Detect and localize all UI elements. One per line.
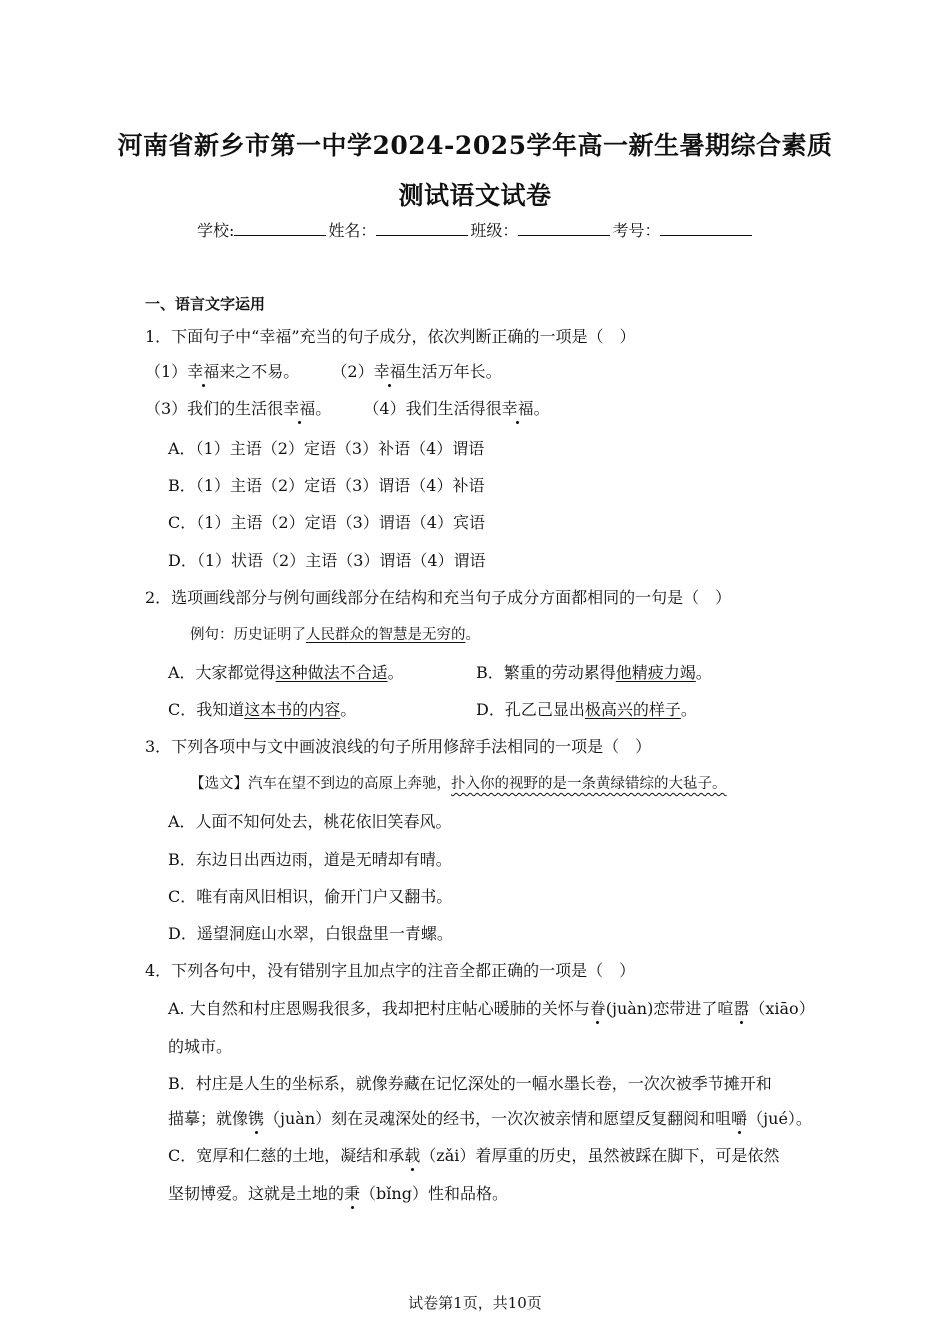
q1-s4-keyword: 幸福 — [501, 399, 534, 418]
q3-excerpt-prefix: 【选文】汽车在望不到边的高原上奔驰， — [190, 776, 451, 792]
q2-c-underlined: 这本书的内容 — [244, 700, 341, 719]
q1-s1-keyword: 幸福 — [187, 362, 220, 381]
q4-option-c-line2 — [168, 1181, 508, 1204]
exam-title-line1: 河南省新乡市第一中学2024-2025学年高一新生暑期综合素质 — [117, 131, 833, 160]
q1-s3-suffix: 。 — [315, 399, 332, 418]
q4-option-b-line2 — [168, 1106, 812, 1129]
q1-s4-prefix: （4）我们生活得很 — [363, 399, 502, 418]
page-footer: 试卷第1页，共10页 — [408, 1294, 542, 1312]
q4-b-text1: 描摹；就像 — [168, 1109, 249, 1128]
q3-option-a[interactable]: A．人面不知何处去，桃花依旧笑春风。 — [168, 812, 452, 831]
q2-a-suffix: 。 — [387, 663, 404, 682]
number-label: 考号： — [612, 221, 661, 240]
q4-option-c-line1[interactable] — [168, 1143, 779, 1166]
q3-stem: 3．下列各项中与文中画波浪线的句子所用修辞手法相同的一项是（ ） — [145, 737, 652, 756]
q2-example-underlined: 人民群众的智慧是无穷的 — [306, 627, 466, 643]
q2-option-d[interactable] — [476, 697, 697, 720]
q1-option-a[interactable]: A．（1）主语（2）定语（3）补语（4）谓语 — [168, 439, 485, 458]
q4-c2-text1: 坚韧博爱。这就是土地的 — [168, 1184, 345, 1203]
q2-b-prefix: B．繁重的劳动累得 — [476, 663, 616, 682]
q1-s1-suffix: 来之不易。 — [219, 362, 300, 381]
q2-b-underlined: 他精疲力竭 — [615, 663, 696, 682]
q2-option-c[interactable] — [168, 697, 356, 720]
class-label: 班级： — [470, 221, 519, 240]
q4-c2-keyword: 秉 — [344, 1184, 361, 1203]
q3-option-b[interactable]: B．东边日出西边雨，道是无晴却有晴。 — [168, 850, 452, 869]
q4-c-keyword: 载 — [404, 1146, 421, 1165]
exam-title-line2: 测试语文试卷 — [398, 181, 552, 210]
q4-b-keyword1: 镌 — [248, 1109, 265, 1128]
q2-a-prefix: A．大家都觉得 — [168, 663, 276, 682]
q1-s3-prefix: （3）我们的生活很 — [145, 399, 284, 418]
q1-s2-suffix: 生活万年长。 — [405, 362, 502, 381]
q1-option-d[interactable]: D．（1）状语（2）主语（3）谓语（4）谓语 — [168, 551, 486, 570]
q4-c-text2: （zǎi）着厚重的历史，虽然被踩在脚下，可是依然 — [420, 1146, 780, 1165]
q4-a-text2: (juàn)恋带进了喧 — [605, 999, 734, 1018]
q4-stem: 4．下列各句中，没有错别字且加点字的注音全都正确的一项是（ ） — [145, 961, 636, 980]
q2-d-suffix: 。 — [680, 700, 697, 719]
q4-b-text2: （juàn）刻在灵魂深处的经书，一次次被亲情和愿望反复翻阅和咀 — [264, 1109, 732, 1128]
name-blank[interactable] — [376, 221, 468, 236]
q1-s4-suffix: 。 — [533, 399, 550, 418]
q3-excerpt — [190, 772, 727, 793]
q4-a-keyword2: 嚣 — [733, 999, 750, 1018]
q3-excerpt-wavy: 扑入你的视野的是一条黄绿错综的大毡子。 — [451, 776, 727, 792]
q2-stem: 2．选项画线部分与例句画线部分在结构和充当句子成分方面都相同的一句是（ ） — [145, 588, 732, 607]
school-blank[interactable] — [234, 221, 326, 236]
q3-option-c[interactable]: C．唯有南风旧相识，偷开门户又翻书。 — [168, 887, 453, 906]
q1-s1-prefix: （1） — [145, 362, 188, 381]
q2-c-prefix: C．我知道 — [168, 700, 245, 719]
q4-option-a-line2: 的城市。 — [168, 1037, 233, 1056]
q1-stem: 1．下面句子中“幸福”充当的句子成分，依次判断正确的一项是（ ） — [145, 327, 636, 346]
class-blank[interactable] — [518, 221, 610, 236]
name-label: 姓名： — [328, 221, 377, 240]
q2-c-suffix: 。 — [340, 700, 357, 719]
school-label: 学校: — [197, 221, 235, 240]
q1-s3-keyword: 幸福 — [283, 399, 316, 418]
q4-c2-text2: （bǐng）性和品格。 — [360, 1184, 508, 1203]
q2-example — [190, 623, 480, 644]
q2-d-prefix: D．孔乙己显出 — [476, 700, 585, 719]
student-info-line — [197, 218, 754, 241]
section-heading: 一、语言文字运用 — [145, 295, 266, 313]
q1-sentences-row1 — [145, 359, 502, 382]
q1-option-b[interactable]: B．（1）主语（2）定语（3）谓语（4）补语 — [168, 476, 485, 495]
q4-a-keyword1: 眷 — [589, 999, 606, 1018]
q4-b-text3: （jué）。 — [747, 1109, 812, 1128]
q1-s2-keyword: 幸福 — [373, 362, 406, 381]
q2-example-prefix: 例句：历史证明了 — [190, 627, 306, 643]
q4-option-a-line1[interactable] — [168, 996, 815, 1019]
q2-b-suffix: 。 — [695, 663, 712, 682]
q2-d-underlined: 极高兴的样子 — [584, 700, 681, 719]
q1-sentences-row2 — [145, 396, 550, 419]
q4-option-b-line1[interactable]: B．村庄是人生的坐标系，就像券藏在记忆深处的一幅水墨长卷，一次次被季节摊开和 — [168, 1074, 772, 1093]
q4-a-text3: （xiāo） — [749, 999, 815, 1018]
q4-a-text1: A. 大自然和村庄恩赐我很多，我却把村庄帖心暖肺的关怀与 — [168, 999, 590, 1018]
q2-a-underlined: 这种做法不合适 — [275, 663, 388, 682]
q4-b-keyword2: 嚼 — [731, 1109, 748, 1128]
q1-s2-prefix: （2） — [331, 362, 374, 381]
q3-option-d[interactable]: D．遥望洞庭山水翠，白银盘里一青螺。 — [168, 924, 453, 943]
q4-c-text1: C．宽厚和仁慈的土地，凝结和承 — [168, 1146, 405, 1165]
q2-example-suffix: 。 — [465, 627, 480, 643]
q1-option-c[interactable]: C．（1）主语（2）定语（3）谓语（4）宾语 — [168, 513, 485, 532]
q2-option-a[interactable] — [168, 660, 404, 683]
q2-option-b[interactable] — [476, 660, 712, 683]
number-blank[interactable] — [660, 221, 752, 236]
